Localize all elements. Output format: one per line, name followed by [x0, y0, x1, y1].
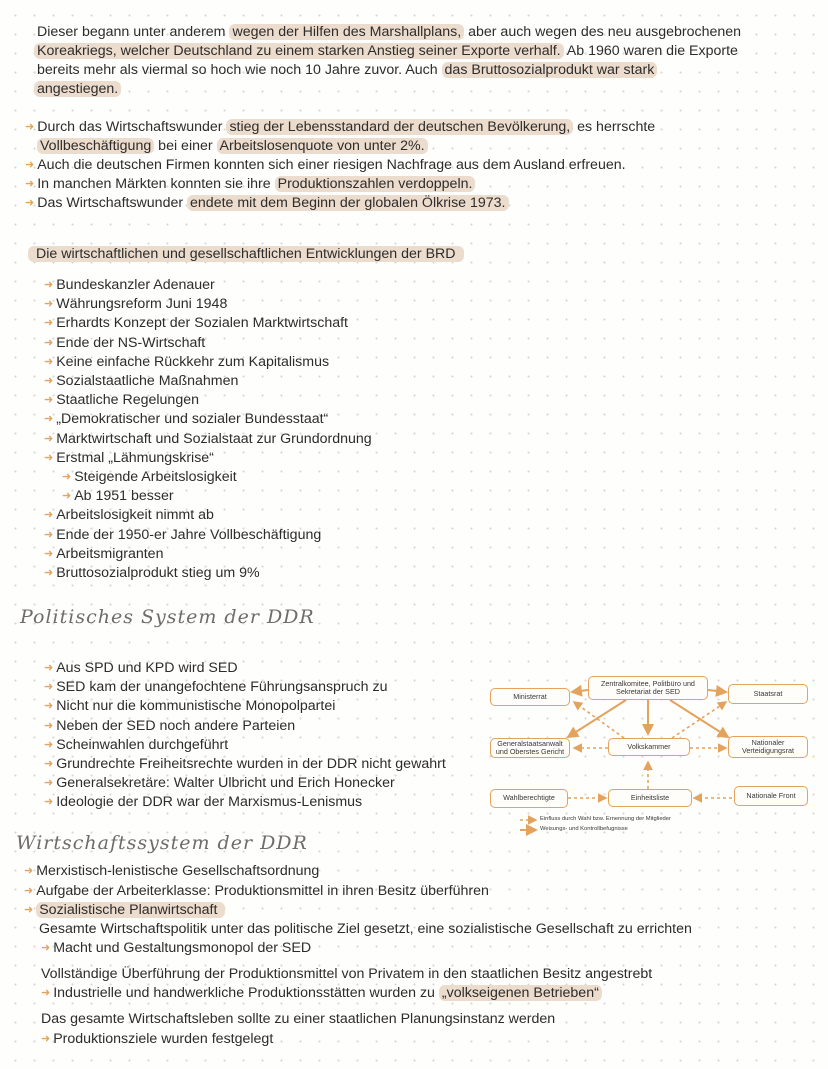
legend-dashed: Einfluss durch Wahl bzw. Ernennung der Mitglieder: [540, 816, 671, 822]
ddr-politics-item: ➜ Neben der SED noch andere Parteien: [44, 717, 296, 734]
arrow-icon: ➜: [44, 700, 54, 713]
highlight: endete mit dem Beginn der globalen Ölkrise 1973.: [187, 195, 508, 211]
economy-line-6: Vollständige Überführung der Produktionsmittel von Privatem in den staatlichen Besitz angestrebt: [41, 966, 653, 982]
arrow-icon: ➜: [44, 317, 54, 330]
arrow-icon: ➜: [44, 796, 54, 809]
arrow-icon: ➜: [24, 885, 34, 897]
arrow-icon: ➜: [44, 336, 54, 349]
box-staatsrat: Staatsrat: [728, 684, 808, 704]
highlight: das Bruttosozialprodukt war stark: [442, 62, 658, 78]
ddr-politics-item: ➜ SED kam der unangefochtene Führungsanspruch zu: [44, 679, 388, 696]
brd-list-item: ➜ Arbeitslosigkeit nimmt ab: [44, 507, 214, 524]
arrow-icon: ➜: [44, 547, 54, 560]
arrow-icon: ➜: [62, 490, 72, 503]
brd-list-item: ➜ Keine einfache Rückkehr zum Kapitalismus: [44, 353, 330, 370]
economy-line-7: ➜ Industrielle und handwerkliche Produktionsstätten wurden zu „volkseigenen Betrieben“: [41, 984, 602, 1003]
box-generalstaatsanwalt: Generalstaatsanwalt und Oberstes Gericht: [490, 738, 570, 758]
ddr-politics-item: ➜ Scheinwahlen durchgeführt: [44, 736, 229, 753]
highlight: stieg der Lebensstandard der deutschen Bevölkerung,: [226, 119, 573, 135]
highlight: wegen der Hilfen des Marshallplans,: [229, 24, 464, 40]
ddr-politics-item: ➜ Nicht nur die kommunistische Monopolpartei: [44, 698, 336, 715]
brd-list-item: ➜ „Demokratischer und sozialer Bundesstaat“: [44, 411, 329, 428]
arrow-icon: ➜: [44, 432, 54, 445]
brd-list-item: ➜ Erhardts Konzept der Sozialen Marktwirtschaft: [44, 315, 348, 332]
highlight: Vollbeschäftigung: [37, 138, 154, 154]
arrow-icon: ➜: [44, 738, 54, 751]
economy-line-3: [24, 901, 225, 920]
arrow-icon: ➜: [44, 758, 54, 770]
arrow-icon: ➜: [44, 451, 54, 464]
bullet-oelkrise: ➜ Das Wirtschaftswunder endete mit dem Beginn der globalen Ölkrise 1973.: [25, 194, 509, 213]
arrow-icon: ➜: [44, 394, 54, 407]
brd-list-item: ➜ Steigende Arbeitslosigkeit: [62, 469, 237, 485]
brd-list-item: ➜ Arbeitsmigranten: [44, 545, 164, 562]
intro-line-1: Dieser begann unter anderem wegen der Hilfen des Marshallplans, aber auch wegen des neu ausgebrochenen: [37, 24, 742, 40]
ddr-economy-heading: Wirtschaftssystem der DDR: [16, 832, 308, 854]
arrow-icon: ➜: [44, 719, 54, 732]
brd-list-item: ➜ Staatliche Regelungen: [44, 392, 199, 409]
economy-line-5: ➜ Macht und Gestaltungsmonopol der SED: [41, 940, 312, 956]
intro-line-2: Koreakriegs, welcher Deutschland zu einem starken Anstieg seiner Exporte verhalf. Ab 1960 waren die Exporte: [34, 42, 738, 60]
box-zentralkomitee: Zentralkomitee, Politbüro und Sekretariat der SED: [588, 676, 708, 700]
arrow-icon: ➜: [41, 987, 51, 999]
brd-list-item: ➜ Ab 1951 besser: [62, 488, 174, 505]
arrow-icon: ➜: [44, 355, 54, 368]
bullet-lebensstandard: ➜ Durch das Wirtschaftswunder stieg der Lebensstandard der deutschen Bevölkerung, es herrschte: [25, 119, 656, 135]
brd-list-item: ➜ Bundeskanzler Adenauer: [44, 277, 215, 293]
highlight: Koreakriegs, welcher Deutschland zu einem starken Anstieg seiner Exporte verhalf.: [34, 43, 564, 59]
brd-list-item: ➜ Ende der NS-Wirtschaft: [44, 334, 206, 351]
legend-solid: Weisungs- und Kontrollbefugnisse: [540, 826, 628, 832]
economy-line-4: Gesamte Wirtschaftspolitik unter das politische Ziel gesetzt, eine sozialistische Gesellschaft zu errichten: [39, 921, 692, 937]
box-wahlberechtigte: Wahlberechtigte: [490, 789, 568, 808]
box-volkskammer: Volkskammer: [608, 738, 690, 756]
arrow-icon: ➜: [44, 567, 54, 579]
highlight: Produktionszahlen verdoppeln.: [275, 176, 476, 192]
arrow-icon: ➜: [44, 509, 54, 522]
arrow-icon: ➜: [24, 904, 34, 916]
arrow-icon: ➜: [41, 1033, 51, 1045]
arrow-icon: ➜: [25, 197, 35, 209]
intro-line-3: bereits mehr als viermal so hoch wie noch 10 Jahre zuvor. Auch das Bruttosozialprodukt war stark: [37, 61, 657, 79]
arrow-icon: ➜: [24, 865, 34, 877]
arrow-icon: ➜: [41, 942, 51, 954]
arrow-icon: ➜: [44, 681, 54, 694]
box-nationale-front: Nationale Front: [734, 786, 808, 806]
ddr-politics-item: ➜ Ideologie der DDR war der Marxismus-Lenismus: [44, 794, 363, 811]
ddr-politics-heading: Politisches System der DDR: [20, 606, 315, 628]
highlight: angestiegen.: [34, 81, 121, 97]
intro-line-4: [34, 80, 121, 98]
arrow-icon: ➜: [44, 298, 54, 311]
brd-list-item: ➜ Ende der 1950-er Jahre Vollbeschäftigung: [44, 526, 322, 543]
arrow-icon: ➜: [44, 375, 54, 387]
arrow-icon: ➜: [44, 662, 54, 674]
box-nationaler-verteidigungsrat: Nationaler Verteidigungsrat: [728, 736, 808, 758]
arrow-icon: ➜: [44, 413, 54, 426]
brd-heading: [28, 245, 464, 263]
highlight: Sozialistische Planwirtschaft: [36, 902, 225, 918]
brd-list-item: ➜ Währungsreform Juni 1948: [44, 296, 228, 313]
brd-list-item: ➜ Erstmal „Lähmungskrise“: [44, 449, 214, 466]
bullet-nachfrage: ➜ Auch die deutschen Firmen konnten sich einer riesigen Nachfrage aus dem Ausland erfreuen.: [25, 157, 626, 173]
bullet-lebensstandard-cont: Vollbeschäftigung bei einer Arbeitslosenquote von unter 2%.: [37, 137, 428, 155]
ddr-politics-item: ➜ Generalsekretäre: Walter Ulbricht und Erich Honecker: [44, 775, 395, 792]
arrow-icon: ➜: [44, 279, 54, 291]
ddr-politics-item: ➜ Aus SPD und KPD wird SED: [44, 660, 238, 676]
highlight: „volkseigenen Betrieben“: [439, 985, 602, 1001]
brd-list-item: ➜ Bruttosozialprodukt stieg um 9%: [44, 565, 260, 581]
brd-list-item: ➜ Marktwirtschaft und Sozialstaat zur Grundordnung: [44, 430, 372, 447]
bullet-produktion: ➜ In manchen Märkten konnten sie ihre Produktionszahlen verdoppeln.: [25, 175, 475, 194]
box-ministerrat: Ministerrat: [490, 688, 570, 706]
economy-line-1: ➜ Merxistisch-lenistische Gesellschaftsordnung: [24, 863, 320, 879]
arrow-icon: ➜: [25, 121, 35, 133]
arrow-icon: ➜: [44, 528, 54, 541]
arrow-icon: ➜: [25, 159, 35, 171]
ddr-political-diagram: [486, 672, 816, 842]
economy-line-9: ➜ Produktionsziele wurden festgelegt: [41, 1031, 274, 1047]
ddr-politics-item: ➜ Grundrechte Freiheitsrechte wurden in der DDR nicht gewahrt: [44, 756, 446, 772]
highlight: Arbeitslosenquote von unter 2%.: [217, 138, 428, 154]
arrow-icon: ➜: [25, 178, 35, 190]
box-einheitsliste: Einheitsliste: [608, 789, 692, 807]
arrow-icon: ➜: [62, 471, 72, 483]
arrow-icon: ➜: [44, 777, 54, 790]
economy-line-2: ➜ Aufgabe der Arbeiterklasse: Produktionsmittel in ihren Besitz überführen: [24, 883, 489, 899]
economy-line-8: Das gesamte Wirtschaftsleben sollte zu einer staatlichen Planungsinstanz werden: [41, 1011, 556, 1027]
brd-list-item: ➜ Sozialstaatliche Maßnahmen: [44, 373, 239, 389]
highlight: Die wirtschaftlichen und gesellschaftlichen Entwicklungen der BRD: [28, 246, 464, 262]
